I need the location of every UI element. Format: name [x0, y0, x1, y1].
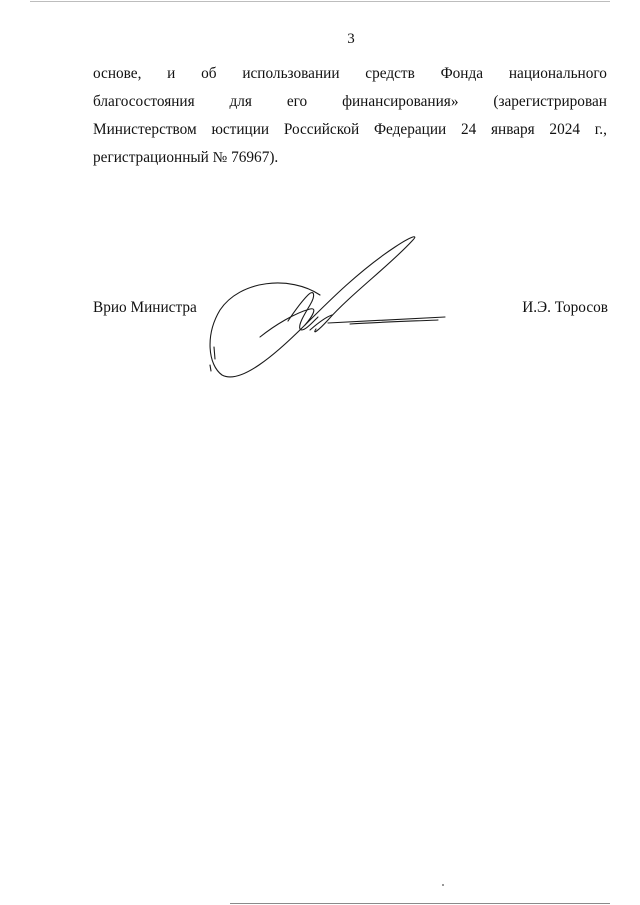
text-line-4	[93, 144, 607, 172]
word: использовании	[242, 65, 340, 82]
word: национального	[508, 65, 607, 82]
word: и	[167, 65, 176, 82]
word: об	[201, 65, 217, 82]
scan-edge-top	[30, 1, 610, 2]
word: января	[490, 121, 535, 138]
word: 2024	[549, 121, 581, 138]
word: Министерством	[93, 121, 197, 138]
word: Федерации	[373, 121, 447, 138]
word: финансирования»	[342, 93, 459, 110]
word: средств	[365, 65, 415, 82]
word: для	[229, 93, 252, 110]
scan-edge-bottom	[230, 903, 610, 904]
word: регистрационный № 76967).	[93, 149, 279, 166]
word: г.,	[594, 121, 607, 138]
word: его	[286, 93, 308, 110]
word: основе,	[93, 65, 142, 82]
word: юстиции	[211, 121, 270, 138]
body-text	[93, 60, 607, 172]
signatory-title: Врио Министра	[93, 299, 197, 316]
word: (зарегистрирован	[493, 93, 607, 110]
handwritten-signature	[200, 225, 460, 385]
word: Российской	[283, 121, 360, 138]
word: благосостояния	[93, 93, 195, 110]
scan-speck	[442, 884, 444, 886]
text-line-2	[93, 88, 607, 116]
page-number: 3	[347, 31, 355, 47]
text-line-1	[93, 60, 607, 88]
word: 24	[460, 121, 477, 138]
text-line-3	[93, 116, 607, 144]
word: Фонда	[440, 65, 484, 82]
signatory-name: И.Э. Торосов	[522, 299, 608, 316]
